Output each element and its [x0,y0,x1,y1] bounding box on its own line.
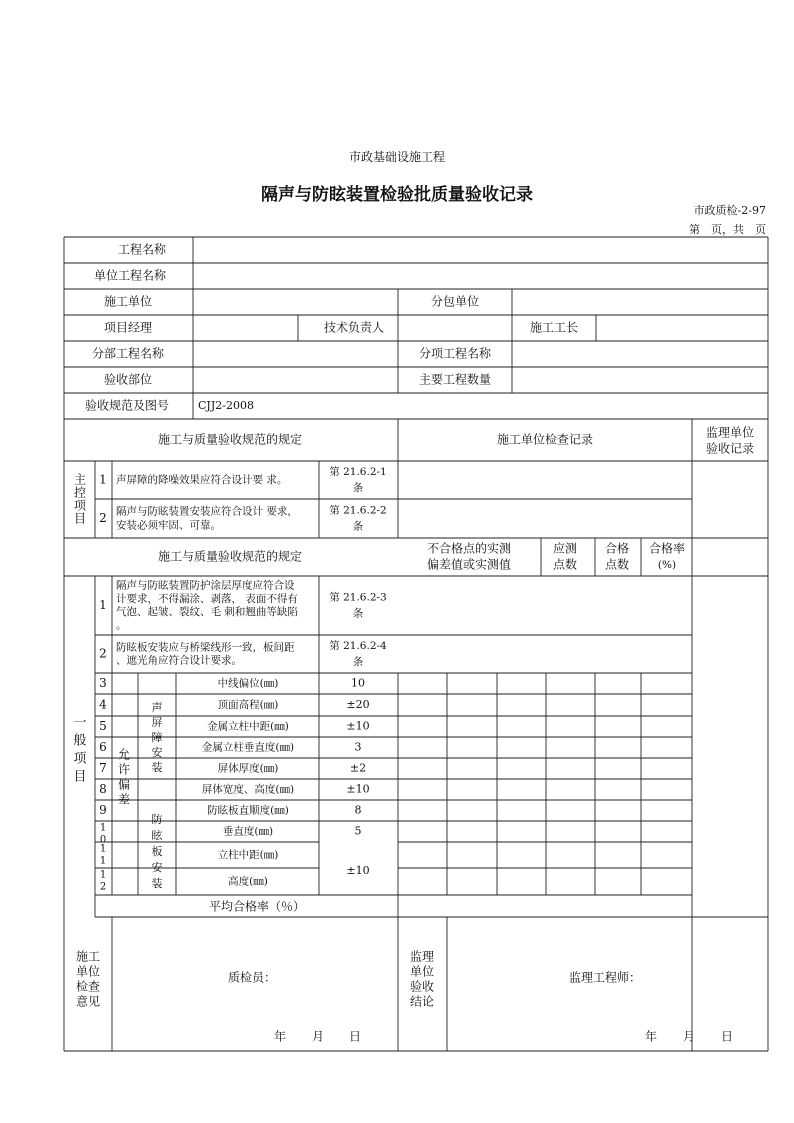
deviation-allowed-value: 10 [351,676,365,690]
deviation-item-number: 9 [99,803,107,817]
main-control-label: 项 [73,498,87,513]
subcontractor-label: 分包单位 [430,294,480,309]
nonconform-heading-1: 不合格点的实测 [426,541,512,556]
average-pass-rate-label: 平均合格率（％） [208,899,306,914]
supervisor-conclusion-label: 验收 [409,979,435,994]
item-project-label: 分项工程名称 [418,346,492,361]
main-item-number: 1 [99,472,107,487]
deviation-item-number: 3 [99,676,107,690]
project-manager-label: 项目经理 [103,320,153,335]
anti-glare-install-label: 板 [151,845,163,858]
sound-barrier-install-label: 屏 [151,716,163,729]
pass-rate-heading-1: 合格率 [648,541,686,556]
main-item-number: 2 [99,511,107,525]
organization-header: 市政基础设施工程 [348,150,445,164]
sign-day: 日 [348,1029,362,1044]
deviation-item-name: 高度(㎜) [228,875,268,888]
deviation-item-number: 2 [99,881,107,893]
deviation-allowed-value: 5 [354,824,362,838]
main-control-label: 主 [73,472,87,487]
deviation-item-name: 金属立柱垂直度(㎜) [201,741,295,754]
deviation-item-number: 1 [99,843,107,855]
project-name-label: 工程名称 [117,242,167,257]
sound-barrier-install-label: 安 [151,746,163,759]
deviation-item-number: 1 [99,869,107,881]
general-item-reference: 条 [352,656,364,668]
allowed-deviation-label: 偏 [117,777,131,792]
contractor-opinion-label: 检查 [75,979,101,994]
supervisor-engineer-label: 监理工程师： [568,970,642,985]
contractor-check-heading: 施工单位检查记录 [496,432,594,447]
deviation-item-name: 中线偏位(㎜) [217,677,279,690]
deviation-item-number: 8 [99,782,107,796]
deviation-item-name: 屏体厚度(㎜) [217,762,279,775]
contractor-opinion-label: 意见 [75,994,101,1009]
anti-glare-install-label: 安 [151,861,163,874]
general-items-label: 般 [73,733,87,749]
deviation-allowed-value: ±2 [349,761,367,775]
page-number: 第 页，共 页 [689,223,766,236]
allowed-deviation-label: 允 [117,747,131,762]
sound-barrier-install-label: 声 [151,701,163,714]
main-item-text: 隔声与防眩装置安装应符合设计 要求， [116,505,298,518]
deviation-item-number: 7 [99,761,107,775]
main-item-text: 声屏障的降噪效果应符合设计要 求。 [116,474,288,486]
inspection-part-label: 验收部位 [103,372,153,387]
deviation-allowed-value: 8 [354,803,362,817]
contractor-opinion-label: 施工 [75,949,101,964]
general-item-text: 。 [116,619,127,632]
general-item-reference: 第 21.6.2-4 [329,640,387,652]
deviation-item-name: 顶面高程(㎜) [217,699,279,711]
allowed-deviation-label: 差 [117,792,131,807]
general-items-label: 项 [73,751,87,767]
supervisor-conclusion-label: 结论 [409,994,435,1009]
deviation-allowed-value: ±10 [346,782,370,796]
main-item-reference: 条 [352,520,364,533]
supervisor-heading-2: 验收记录 [705,441,755,456]
main-item-text: 安装必须牢固、可靠。 [116,519,221,532]
deviation-allowed-value: 3 [354,740,362,754]
spec-rules-heading: 施工与质量验收规范的规定 [157,432,303,447]
supervisor-conclusion-label: 监理 [409,949,435,964]
general-item-text: 防眩板安装应与桥梁线形一致，板间距 [116,641,295,654]
points-should-heading-2: 点数 [552,557,578,572]
general-item-text: 、遮光角应符合设计要求。 [116,654,242,667]
nonconform-heading-2: 偏差值或实测值 [426,557,512,572]
general-items-label: 目 [73,769,87,785]
anti-glare-install-label: 装 [151,877,163,890]
general-item-text: 气泡、起皱、裂纹、毛 刺和翘曲等缺陷 [116,606,298,619]
sign-month-2: 月 [682,1029,696,1044]
deviation-allowed-value: ±10 [346,719,370,733]
main-item-reference: 第 21.6.2-2 [329,504,387,517]
general-item-number: 1 [99,598,107,612]
points-pass-heading-1: 合格 [604,541,630,556]
technical-lead-label: 技术负责人 [323,320,385,335]
deviation-item-number: 5 [99,719,107,733]
deviation-item-number: 4 [99,697,107,712]
form-code: 市政质检-2-97 [693,204,766,217]
deviation-item-name: 立柱中距(㎜) [217,849,279,861]
main-control-label: 目 [73,511,87,526]
deviation-item-name: 防眩板直顺度(㎜) [207,804,289,817]
sign-month: 月 [311,1029,325,1044]
main-item-reference: 条 [352,482,364,494]
deviation-item-number: 1 [99,855,107,867]
points-should-heading-1: 应测 [552,541,578,556]
general-item-text: 计要求，不得漏涂、剥落， 表面不得有 [116,592,298,605]
sound-barrier-install-label: 障 [151,731,163,744]
unit-project-label: 单位工程名称 [93,268,167,283]
inspector-label: 质检员： [227,970,277,985]
deviation-item-name: 屏体宽度、高度(㎜) [201,783,295,796]
deviation-item-number: 0 [99,834,107,846]
spec-rules-heading-2: 施工与质量验收规范的规定 [157,549,303,564]
sign-day-2: 日 [720,1029,734,1044]
deviation-allowed-value: ±20 [346,698,370,711]
sound-barrier-install-label: 装 [151,761,163,774]
points-pass-heading-2: 点数 [604,557,630,572]
spec-value: CJJ2-2008 [198,399,254,412]
deviation-item-name: 金属立柱中距(㎜) [207,720,289,733]
general-item-reference: 第 21.6.2-3 [329,591,387,604]
general-item-number: 2 [99,646,107,661]
pass-rate-heading-2: (%) [657,559,677,571]
deviation-item-number: 6 [99,740,107,754]
contractor-opinion-label: 单位 [75,964,101,979]
part-project-label: 分部工程名称 [91,346,165,361]
allowed-deviation-label: 许 [117,762,131,777]
sign-year-2: 年 [644,1029,658,1044]
anti-glare-install-label: 防 [151,813,163,826]
deviation-item-name: 垂直度(㎜) [222,825,274,838]
general-items-label: 一 [73,715,87,731]
deviation-merged-value: ±10 [346,864,370,877]
main-item-reference: 第 21.6.2-1 [329,466,387,478]
supervisor-heading-1: 监理单位 [705,425,755,440]
general-item-text: 隔声与防眩装置防护涂层厚度应符合设 [116,579,295,592]
deviation-item-number: 1 [99,822,107,834]
supervisor-conclusion-label: 单位 [409,964,435,979]
spec-label: 验收规范及图号 [84,398,170,413]
anti-glare-install-label: 眩 [151,829,163,842]
form-title: 隔声与防眩装置检验批质量验收记录 [261,185,533,205]
sign-year: 年 [273,1029,287,1044]
contractor-label: 施工单位 [103,294,153,309]
main-quantity-label: 主要工程数量 [418,372,492,387]
foreman-label: 施工工长 [529,320,579,335]
general-item-reference: 条 [352,607,364,620]
main-control-label: 控 [73,485,87,500]
